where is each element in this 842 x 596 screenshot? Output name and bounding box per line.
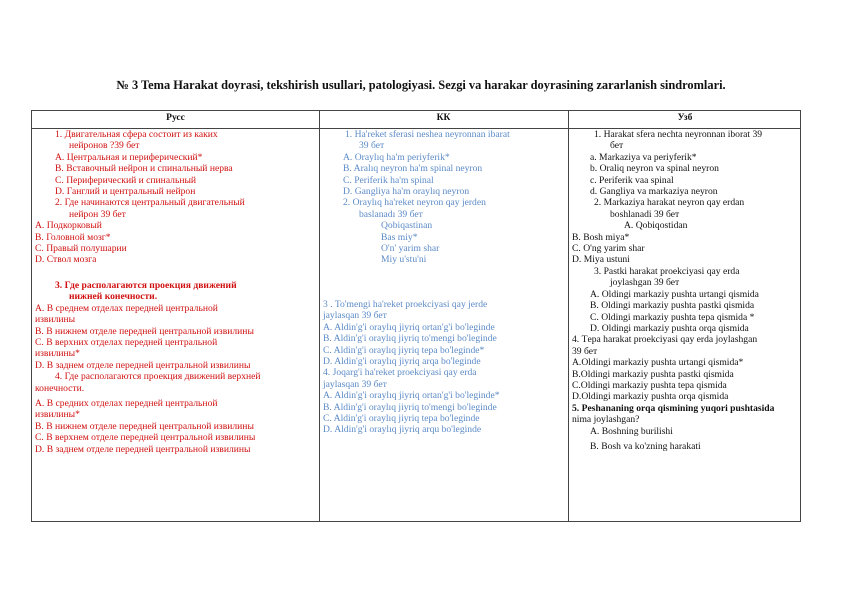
question-text: 5. Peshananing orqa qismining yuqori pushtasida (572, 402, 775, 414)
question-text: baslanadı 39 бет (359, 208, 423, 220)
question-text: нейронов ?39 бет (69, 140, 140, 152)
answer-option: A. Центральная и периферический* (55, 151, 203, 163)
answer-option: A. В среднем отделах передней центральной (35, 302, 218, 314)
answer-option: C. Периферический и спинальный (55, 174, 197, 186)
answer-option: D.Oldingi markaziy pushta orqa qismida (572, 391, 729, 403)
answer-option: d. Gangliya va markaziya neyron (590, 186, 718, 198)
answer-option: A. Oraylıq ha'm periyferik* (343, 151, 450, 163)
answer-option: Bas miy* (381, 231, 418, 243)
answer-option: b. Oraliq neyron va spinal neyron (590, 163, 719, 175)
answer-option: C. Правый полушарии (35, 243, 127, 255)
answer-option: Qobiqastinan (381, 220, 433, 232)
answer-option: B. Aldin'g'i oraylıq jiyriq to'mengi bo'leginde (323, 401, 497, 413)
answer-option: C. Aldin'g'i oraylıq jiyriq tepa bo'leginde (323, 412, 480, 424)
answer-option: a. Markaziya va periyferik* (590, 151, 697, 163)
answer-option: извилины (35, 314, 76, 326)
column-divider-1 (319, 111, 320, 521)
column-ru (35, 129, 317, 455)
question-text: 2. Где начинаются центральный двигательный (55, 197, 245, 209)
question-text: 3 . To'mengi ha'reket proekciyasi qay jerde (323, 298, 488, 310)
answer-option: O'n' yarim shar (381, 243, 440, 255)
answer-option: D. Aldin'g'i oraylıq jiyriq arqa bo'leginde (323, 355, 481, 367)
answer-option: C. Oldingi markaziy pushta tepa qismida * (590, 311, 755, 323)
question-text: 4. Тepa harakat proekciyasi qay erda joylashgan (572, 334, 758, 346)
question-text: нижней конечности. (69, 291, 158, 303)
answer-option: D. В заднем отделе передней центральной извилины (35, 443, 251, 455)
question-text: 39 бет (572, 345, 598, 357)
answer-option: A. Oldingi markaziy pushta urtangi qismida (590, 288, 759, 300)
answer-option: D. Ганглий и центральный нейрон (55, 186, 196, 198)
question-text: нейрон 39 бет (69, 208, 126, 220)
answer-option: C. O'ng yarim shar (572, 243, 645, 255)
page-title: № 3 Tema Harakat doyrasi, tekshirish usullari, patologiyasi. Sezgi va harakar doyrasining zararlanish sindromlari. (116, 78, 726, 92)
header-uz: Узб (677, 113, 693, 123)
answer-option: A. Aldin'g'i oraylıq jiyriq ortan'g'i bo'leginde* (323, 390, 500, 402)
column-uz (572, 129, 800, 452)
question-text: 2. Markaziya harakat neyron qay erdan (594, 197, 745, 209)
question-text: 2. Oraylıq ha'reket neyron qay jerden (343, 197, 486, 209)
answer-option: B. Aldin'g'i oraylıq jiyriq to'mengi bo'leginde (323, 333, 497, 345)
answer-option: C. В верхнем отделе передней центральной извилины (35, 432, 256, 444)
answer-option: A. Boshning burilishi (590, 425, 673, 437)
answer-option: A.Oldingi markaziy pushta urtangi qismida* (572, 357, 744, 369)
questions-table (31, 110, 801, 522)
question-text: 4. Где располагаются проекция движений верхней (55, 371, 261, 383)
answer-option: B. В нижнем отделе передней центральной извилины (35, 420, 254, 432)
question-text: 1. Двигательная сфера состоит из каких (55, 129, 218, 140)
answer-option: B. В нижнем отделе передней центральной извилины (35, 325, 254, 337)
answer-option: C.Oldingi markaziy pushta tepa qismida (572, 379, 727, 391)
answer-option: D. В заднем отделе передней центральной извилины (35, 359, 251, 371)
question-text: 1. Harakat sfera nechta neyronnan iborat 39 (594, 129, 763, 140)
answer-option: D. Oldingi markaziy pushta orqa qismida (590, 322, 749, 334)
answer-option: D. Gangliya ha'm oraylıq neyron (343, 186, 470, 198)
answer-option: A. Подкорковый (35, 220, 102, 232)
column-divider-2 (568, 111, 569, 521)
answer-option: Miy u'stu'ni (381, 254, 427, 266)
question-text: jaylasqan 39 бет (323, 378, 387, 390)
question-text: конечности. (35, 382, 85, 394)
answer-option: D. Aldin'g'i oraylıq jiyriq arqu bo'leginde (323, 424, 482, 436)
question-text: nima joylashgan? (572, 414, 640, 426)
question-text: 1. Ha'reket sferasi neshea neyronnan ibarat (345, 129, 510, 140)
answer-option: A. Qobiqostidan (624, 220, 688, 232)
answer-option: C. В верхних отделах передней центральной (35, 336, 218, 348)
question-text: 39 бет (359, 140, 385, 152)
question-text: joylashgan 39 бет (610, 277, 680, 289)
answer-option: C. Aldin'g'i oraylıq jiyriq tepa bo'leginde* (323, 344, 485, 356)
answer-option: A. В средних отделах передней центральной (35, 397, 218, 409)
answer-option: извилины* (35, 409, 80, 421)
answer-option: B.Oldingi markaziy pushta pastki qismida (572, 368, 734, 380)
answer-option: B. Aralıq neyron ha'm spinal neyron (343, 163, 483, 175)
question-text: jaylasqan 39 бет (323, 310, 387, 322)
question-text: boshlanadi 39 бет (610, 208, 680, 220)
question-text: 3. Pastki harakat proekciyasi qay erda (594, 265, 740, 277)
answer-option: c. Periferik vaa spinal (590, 174, 674, 186)
question-text: 3. Где располагаются проекция движений (55, 279, 237, 291)
question-text: 4. Joqarg'i ha'reket proekciyasi qay erda (323, 367, 477, 379)
answer-option: C. Periferik ha'm spinal (343, 174, 434, 186)
column-kk (323, 129, 566, 436)
answer-option: A. Aldin'g'i oraylıq jiyriq ortan'g'i bo'leginde (323, 321, 495, 333)
answer-option: D. Ствол мозга (35, 254, 97, 266)
answer-option: D. Miya ustuni (572, 254, 630, 266)
answer-option: извилины* (35, 348, 80, 360)
answer-option: B. Oldingi markaziy pushta pastki qismida (590, 300, 755, 312)
answer-option: B. Вставочный нейрон и спинальный нерва (55, 163, 233, 175)
question-text: бет (610, 140, 624, 152)
header-kk: КК (436, 113, 451, 123)
answer-option: B. Bosh va ko'zning harakati (590, 440, 701, 452)
answer-option: B. Головной мозг* (35, 231, 111, 243)
header-ru: Русс (166, 113, 185, 123)
answer-option: B. Bosh miya* (572, 231, 630, 243)
